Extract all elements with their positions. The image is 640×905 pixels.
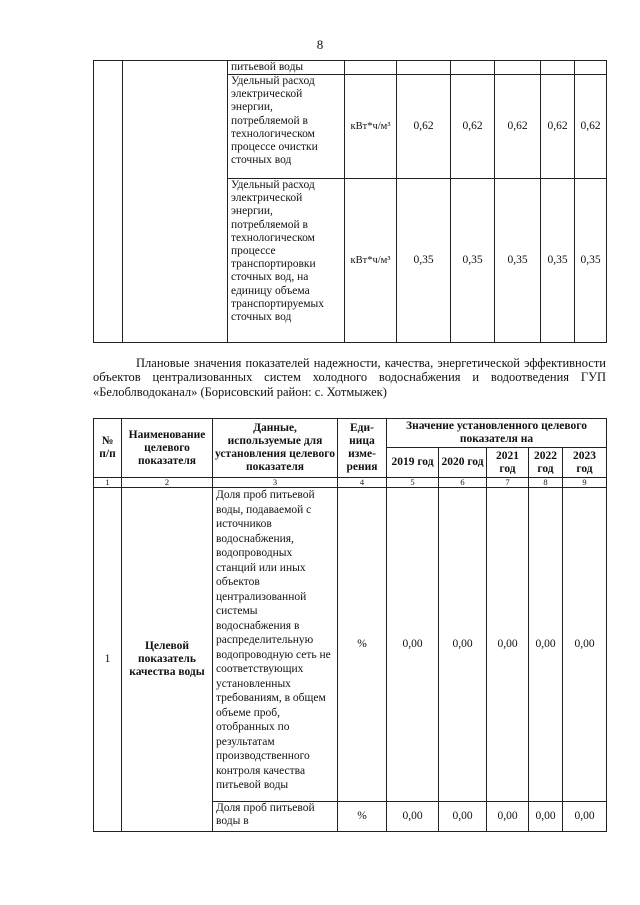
value-cell: 0,62 — [397, 75, 451, 179]
value-cell: 0,35 — [541, 179, 575, 343]
value-cell: 0,35 — [397, 179, 451, 343]
row-name: Целевой показатель качества воды — [122, 488, 213, 832]
header-year: 2023 год — [563, 448, 607, 478]
value-cell — [541, 61, 575, 75]
table-row — [94, 488, 607, 802]
energy-indicators-table — [93, 60, 607, 343]
row-num: 1 — [94, 488, 122, 832]
value-cell: 0,35 — [495, 179, 541, 343]
quality-indicators-table — [93, 418, 607, 832]
value-cell: 0,00 — [387, 802, 439, 832]
header-year: 2019 год — [387, 448, 439, 478]
column-number: 1 — [94, 478, 122, 488]
header-data: Данные, используемые для установления целевого показателя — [213, 419, 338, 478]
header-year: 2021 год — [487, 448, 529, 478]
row-unit: % — [338, 802, 387, 832]
row-unit: % — [338, 488, 387, 802]
value-cell: 0,62 — [495, 75, 541, 179]
value-cell: 0,00 — [439, 802, 487, 832]
indicator-cell: Удельный расход электрической энергии, потребляемой в технологическом процессе очистки сточных вод — [228, 75, 345, 179]
value-cell: 0,00 — [439, 488, 487, 802]
header-unit: Еди-ница изме-рения — [338, 419, 387, 478]
unit-cell — [345, 61, 397, 75]
unit-cell: кВт*ч/м³ — [345, 75, 397, 179]
value-cell: 0,00 — [487, 802, 529, 832]
row-data: Доля проб питьевой воды в — [213, 802, 338, 832]
table-row — [94, 61, 607, 75]
header-value-group: Значение установленного целевого показателя на — [387, 419, 607, 448]
section-paragraph: Плановые значения показателей надежности, качества, энергетической эффективности объектов централизованных систем холодного водоснабжения и водоотведения ГУП «Белоблводоканал» (Борисовский район: с. Хотмыжек) — [93, 356, 606, 399]
header-name: Наименование целевого показателя — [122, 419, 213, 478]
value-cell: 0,00 — [563, 488, 607, 802]
header-num: № п/п — [94, 419, 122, 478]
value-cell: 0,35 — [451, 179, 495, 343]
value-cell: 0,00 — [529, 488, 563, 802]
column-number: 5 — [387, 478, 439, 488]
column-number: 6 — [439, 478, 487, 488]
column-number: 8 — [529, 478, 563, 488]
value-cell: 0,62 — [575, 75, 607, 179]
column-number: 7 — [487, 478, 529, 488]
page-number: 8 — [316, 37, 324, 52]
indicator-cell: питьевой воды — [228, 61, 345, 75]
value-cell: 0,00 — [563, 802, 607, 832]
value-cell: 0,62 — [451, 75, 495, 179]
row-data: Доля проб питьевой воды, подаваемой с источников водоснабжения, водопроводных станций или иных объектов централизованной системы водоснабжения в распределительную водопроводную сеть не соответствующих установленных требованиям, в общем объеме проб, отобранных по результатам производственного контроля качества питьевой воды — [213, 488, 338, 802]
value-cell — [495, 61, 541, 75]
value-cell: 0,35 — [575, 179, 607, 343]
column-number: 2 — [122, 478, 213, 488]
value-cell: 0,62 — [541, 75, 575, 179]
value-cell: 0,00 — [529, 802, 563, 832]
indicator-cell: Удельный расход электрической энергии, потребляемой в технологическом процессе транспортировки сточных вод, на единицу объема транспортируемых сточных вод — [228, 179, 345, 343]
header-year: 2022 год — [529, 448, 563, 478]
column-number: 3 — [213, 478, 338, 488]
value-cell — [397, 61, 451, 75]
header-year: 2020 год — [439, 448, 487, 478]
column-number-row — [94, 478, 607, 488]
value-cell: 0,00 — [487, 488, 529, 802]
column-number: 9 — [563, 478, 607, 488]
value-cell — [451, 61, 495, 75]
num-cell — [94, 61, 123, 343]
header-row — [94, 419, 607, 448]
unit-cell: кВт*ч/м³ — [345, 179, 397, 343]
name-cell — [123, 61, 228, 343]
column-number: 4 — [338, 478, 387, 488]
value-cell — [575, 61, 607, 75]
value-cell: 0,00 — [387, 488, 439, 802]
